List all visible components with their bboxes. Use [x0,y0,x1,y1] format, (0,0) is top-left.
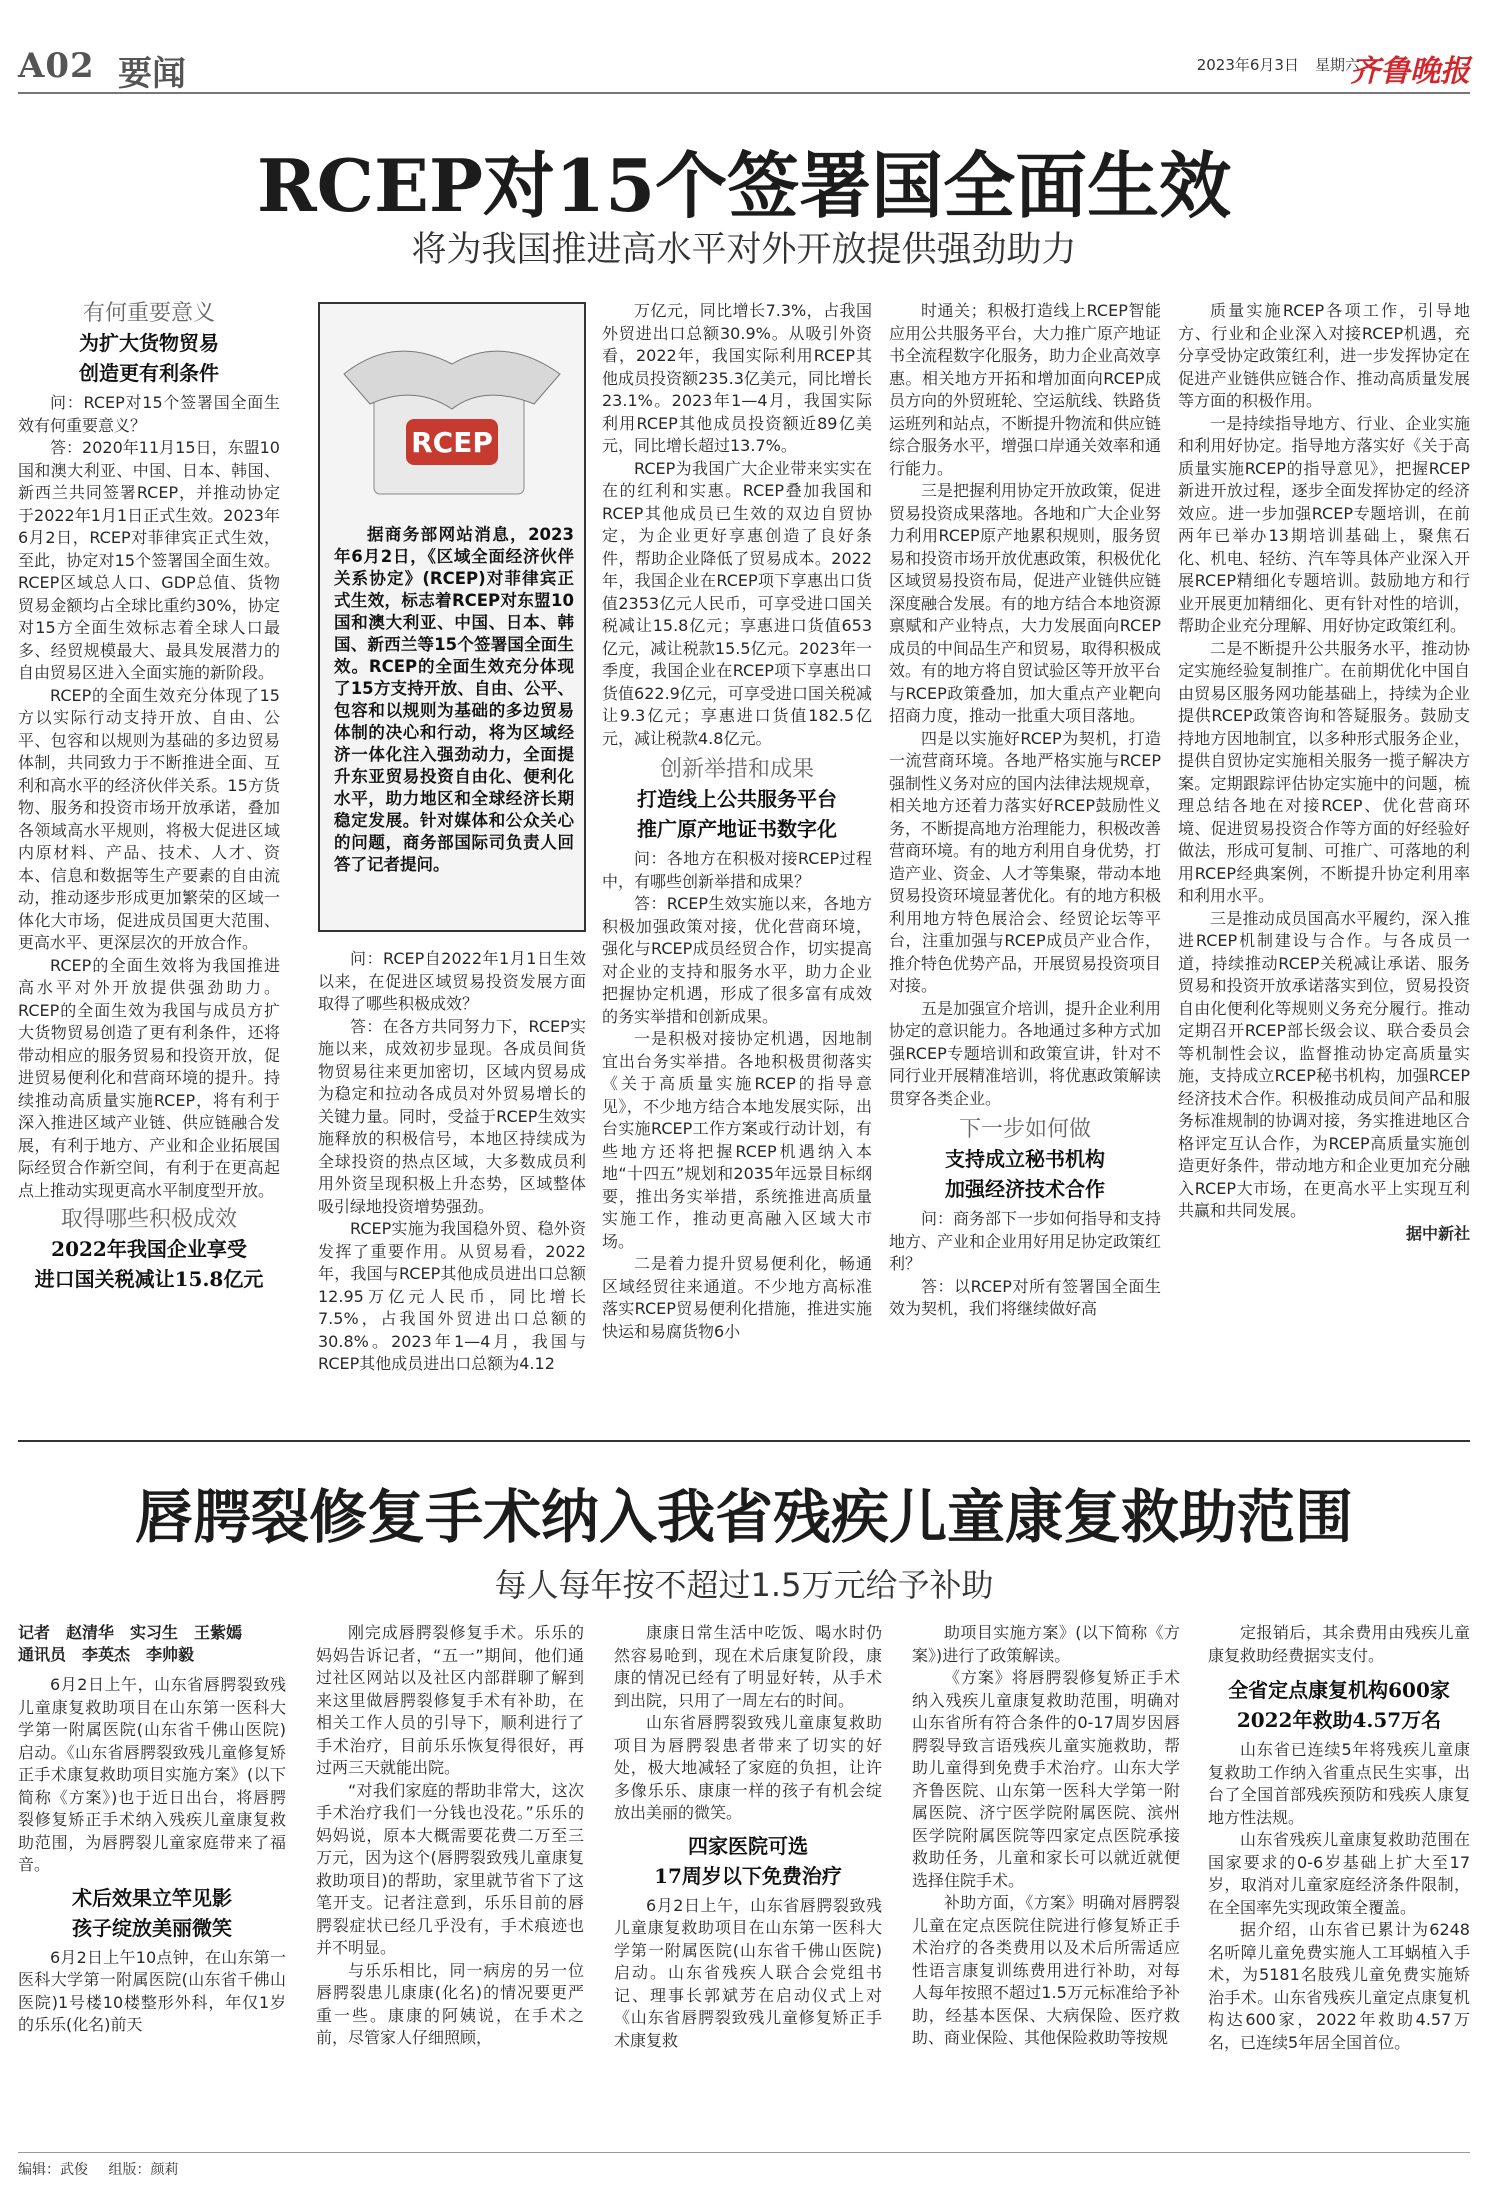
q1-para: RCEP的全面生效将为我国推进高水平对外开放提供强劲助力。RCEP的全面生效为我国与成员方扩大货物贸易创造了更有利条件，还将带动相应的服务贸易和投资开放，促进贸易便利化和营商环境的提升。持续推动高质量实施RCEP，将有利于深入推进区域产业链、供应链融合发展，有利于地方、产业和企业拓展国际经贸合作新空间，有利于在更高起点上推动实现更高水平制度型开放。 [18,955,280,1200]
q2-para: RCEP为我国广大企业带来实实在在的红利和实惠。RCEP叠加我国和RCEP其他成员已生效的双边自贸协定，为企业更好享惠创造了良好条件，帮助企业降低了贸易成本。2022年，我国企业在RCEP项下享惠出口货值2353亿元人民币，可享受进口国关税减让15.8亿元；享惠进口货值653亿元，减让税款15.5亿元。2023年一季度，我国企业在RCEP项下享惠出口货值622.9亿元，可享受进口国关税减让9.3亿元；享惠进口货值182.5亿元，减让税款4.8亿元。 [602,458,872,748]
s2-para: 山东省残疾儿童康复救助范围在国家要求的0-6岁基础上扩大至17岁，取消对儿童家庭经济条件限制，在全国率先实现政策全覆盖。 [1208,1830,1470,1917]
s2-para: 山东省已连续5年将残疾儿童康复救助工作纳入省重点民生实事，出台了全国首部残疾预防和残疾人康复地方性法规。 [1208,1740,1470,1827]
q2-para: RCEP实施为我国稳外贸、稳外资发挥了重要作用。从贸易看，2022年，我国与RCEP其他成员进出口总额12.95万亿元人民币，同比增长7.5%，占我国外贸进出口总额的30.8%。2023年1—4月，我国与RCEP其他成员进出口总额为4.12 [318,1219,586,1373]
q2-para: 问：RCEP自2022年1月1日生效以来，在促进区域贸易投资发展方面取得了哪些积极成效？ [318,949,586,1013]
q4-para: 三是推动成员国高水平履约，深入推进RCEP机制建设与合作。与各成员一道，持续推动RCEP关税减让承诺、服务贸易和投资开放承诺落实到位，贸易投资自由化便利化等规则义务充分履行。推动定期召开RCEP部长级会议、联合委员会等机制性会议，监督推动协定高质量实施，支持成立RCEP秘书机构，加强RCEP经济技术合作。积极推动成员间产品和服务标准规制的协调对接，务实推进地区合格评定互认合作，为RCEP高质量实施创造更好条件，带动地方和企业更加充分融入RCEP大市场，在更高水平上实现互利共赢和共同发展。 [1178,908,1470,1220]
story2-col3 [614,1622,882,2142]
s2-para: 定报销后，其余费用由残疾儿童康复救助经费据实支付。 [1208,1623,1470,1665]
s2-para: 补助方面，《方案》明确对唇腭裂儿童在定点医院住院进行修复矫正手术治疗的各类费用以及术后所需适应性语言康复训练费用进行补助，对每人每年按照不超过1.5万元标准给予补助，经基本医保、大病保险、医疗救助、商业保险、其他保险救助等按规 [912,1893,1180,2047]
q4-para: 问：商务部下一步如何指导和支持地方、产业和企业用好用足协定政策红利？ [889,1209,1161,1273]
story2-headline: 唇腭裂修复手术纳入我省残疾儿童康复救助范围 [134,1483,1353,1551]
q1-para: 答：2020年11月15日，东盟10国和澳大利亚、中国、日本、韩国、新西兰共同签署RCEP，并推动协定于2022年1月1日正式生效。2023年6月2日，RCEP对菲律宾正式生效，至此，协定对15个签署国全面生效。RCEP区域总人口、GDP总值、货物贸易金额均占全球比重约30%，协定对15方全面生效标志着全球人口最多、经贸规模最大、最具发展潜力的自由贸易区进入全面实施的新阶段。 [18,438,280,682]
q4-para: 一是持续指导地方、行业、企业实施和利用好协定。指导地方落实好《关于高质量实施RCEP的指导意见》，把握RCEP新进开放过程，逐步全面发挥协定的经济效应。进一步加强RCEP专题培训，在前两年已举办13期培训基础上，聚焦石化、机电、轻纺、汽车等具体产业深入开展RCEP精细化专题培训。鼓励地方和行业开展更加精细化、更有针对性的培训，帮助企业充分理解、用好协定政策红利。 [1178,413,1470,635]
byline-reporters: 记者 赵清华 实习生 王紫嫣 [18,1623,243,1642]
issue-date [1181,54,1360,75]
q3-title1: 打造线上公共服务平台 [637,787,837,811]
q3-para: 问：各地方在积极对接RCEP过程中，有哪些创新举措和成果？ [602,849,872,891]
q2-para: 万亿元，同比增长7.3%，占我国外贸进出口总额30.9%。从吸引外资看，2022年，我国实际利用RCEP其他成员投资额235.3亿美元，同比增长23.1%。2023年1—4月，我国实际利用RCEP其他成员投资额近89亿美元，同比增长超过13.7%。 [602,301,872,455]
page-number: A02 [18,46,95,86]
story1-headline: RCEP对15个签署国全面生效 [256,143,1232,228]
q3-para: 时通关；积极打造线上RCEP智能应用公共服务平台，大力推广原产地证书全流程数字化服务，助力企业高效享惠。相关地方开拓和增加面向RCEP成员方向的外贸班轮、空运航线、铁路货运班列和站点，不断提升物流和供应链综合服务水平，增强口岸通关效率和通行能力。 [889,301,1161,478]
s2-sub2-title2: 17周岁以下免费治疗 [654,1863,842,1888]
story1-subhead: 将为我国推进高水平对外开放提供强劲助力 [411,230,1077,270]
q4-title1: 支持成立秘书机构 [945,1147,1105,1171]
story2-subhead: 每人每年按不超过1.5万元给予补助 [494,1566,994,1604]
s2-para: 据介绍，山东省已累计为6248名听障儿童免费实施人工耳蜗植入手术，为5181名肢残儿童免费实施矫治手术。山东省残疾儿童定点康复机构达600家，2022年救助4.57万名，已连续5年居全国首位。 [1208,1920,1470,2052]
story1-col1 [18,300,280,1430]
q4-title2: 加强经济技术合作 [945,1177,1105,1201]
weekday: 星期六 [1314,56,1360,74]
date: 2023年6月3日 [1196,56,1299,74]
story2-col2 [316,1622,584,2142]
story2-col1 [18,1622,286,2142]
q3-para: 一是积极对接协定机遇，因地制宜出台务实举措。各地积极贯彻落实《关于高质量实施RCEP的指导意见》，不少地方结合本地发展实际，出台实施RCEP工作方案或行动计划，有些地方还将把握RCEP机遇纳入本地“十四五”规划和2035年远景目标纲要，推出务实举措，系统推进高质量实施工作，推动更高融入区域大市场。 [602,1029,872,1251]
page-footer [18,2152,1470,2179]
section-name: 要闻 [118,54,186,94]
q3-para: 三是把握利用协定开放政策，促进贸易投资成果落地。各地和广大企业努力利用RCEP原产地累积规则，服务贸易和投资市场开放优惠政策，积极优化区域贸易投资布局，促进产业链供应链深度融合发展。有的地方结合本地资源禀赋和产业特点，大力发展面向RCEP成员的中间品生产和贸易，取得积极成效。有的地方将自贸试验区等开放平台与RCEP政策叠加，加大重点产业靶向招商力度，推动一批重大项目落地。 [889,481,1161,725]
s2-sub1-title1: 术后效果立竿见影 [72,1885,232,1910]
story1-col3 [602,300,872,1430]
q2-para: 答：在各方共同努力下，RCEP实施以来，成效初步显现。各成员间货物贸易往来更加密切，区域内贸易成为稳定和拉动各成员对外贸易增长的关键力量。同时，受益于RCEP生效实施释放的积极信号，本地区持续成为全球投资的热点区域，大多数成员利用外资呈现积极上升态势，区域整体吸引绿地投资增势强劲。 [318,1016,586,1216]
byline-correspondents: 通讯员 李英杰 李帅毅 [18,1645,195,1664]
s2-para: 与乐乐相比，同一病房的另一位唇腭裂患儿康康(化名)的情况要更严重一些。康康的阿姨说，在手术之前，尽管家人仔细照顾， [316,1960,584,2047]
story2-col5 [1208,1622,1470,2142]
q3-para: 答：RCEP生效实施以来，各地方积极加强政策对接，优化营商环境，强化与RCEP成员经贸合作，切实提高对企业的支持和服务水平，助力企业把握协定机遇，形成了很多富有成效的务实举措和创新成果。 [602,894,872,1026]
story1-col5 [1178,300,1470,1430]
story2-col4 [912,1622,1180,2142]
q4-kicker: 下一步如何做 [958,1117,1091,1142]
s2-para: 6月2日上午10点钟，在山东第一医科大学第一附属医院(山东省千佛山医院)1号楼10楼整形外科，年仅1岁的乐乐(化名)前天 [18,1947,286,2034]
rcep-handshake-illustration [334,314,570,510]
q2-kicker: 取得哪些积极成效 [60,1207,237,1232]
page-header [18,46,1470,94]
q3-para: 五是加强宣介培训，提升企业利用协定的意识能力。各地通过多种方式加强RCEP专题培训和政策宣讲，针对不同行业开展精准培训，将优惠政策解读贯穿各类企业。 [889,998,1161,1108]
q3-para: 二是着力提升贸易便利化，畅通区域经贸往来通道。不少地方高标准落实RCEP贸易便利化措施，推进实施快运和易腐货物6小 [602,1254,872,1341]
s2-sub3-title1: 全省定点康复机构600家 [1228,1678,1450,1702]
s2-para: 6月2日上午，山东省唇腭裂致残儿童康复救助项目在山东第一医科大学第一附属医院(山东省千佛山医院)启动。山东省残疾人联合会党组书记、理事长郭斌芳在启动仪式上对《山东省唇腭裂致残儿童修复矫正手术康复救 [614,1895,882,2050]
s2-para: 山东省唇腭裂致残儿童康复救助项目为唇腭裂患者带来了切实的好处，极大地减轻了家庭的负担，让许多像乐乐、康康一样的孩子有机会绽放出美丽的微笑。 [614,1713,882,1822]
lead-text: 据商务部网站消息，2023年6月2日，《区域全面经济伙伴关系协定》(RCEP)对菲律宾正式生效，标志着RCEP对东盟10国和澳大利亚、中国、日本、韩国、新西兰等15个签署国全面生效。RCEP的全面生效充分体现了15方支持开放、自由、公平、包容和以规则为基础的多边贸易体制的决心和行动，将为区域经济一体化注入强劲动力，全面提升东亚贸易投资自由化、便利化水平，助力地区和全球经济长期稳定发展。针对媒体和公众关心的问题，商务部国际司负责人回答了记者提问。 [334,525,574,874]
s2-para: 《方案》将唇腭裂修复矫正手术纳入残疾儿童康复救助范围，明确对山东省所有符合条件的0-17周岁因唇腭裂导致言语残疾儿童实施救助，帮助儿童得到免费手术治疗。山东大学齐鲁医院、山东第一医科大学第一附属医院、济宁医学院附属医院、滨州医学院附属医院等四家定点医院承接救助任务，儿童和家长可以就近就便选择住院手术。 [912,1668,1180,1890]
s2-para: 刚完成唇腭裂修复手术。乐乐的妈妈告诉记者，“五一”期间，他们通过社区网站以及社区内部群聊了解到来这里做唇腭裂修复手术有补助，在相关工作人员的引导下，顺利进行了手术治疗，目前乐乐恢复得很好，再过两三天就能出院。 [316,1623,584,1777]
s2-sub1-title2: 孩子绽放美丽微笑 [72,1915,232,1940]
s2-sub3-title2: 2022年救助4.57万名 [1236,1708,1442,1732]
newspaper-logo: 齐鲁晚报 [1350,54,1470,89]
q3-para: 四是以实施好RCEP为契机，打造一流营商环境。各地严格实施与RCEP强制性义务对应的国内法律法规规章，相关地方还着力落实好RCEP鼓励性义务，不断提高地方治理能力，积极改善营商环境。有的地方利用自身优势，打造产业、资金、人才等集聚，带动本地贸易投资环境显著优化。有的地方积极利用地方特色展洽会、经贸论坛等平台，注重加强与RCEP成员产业合作，推介特色优势产品，开展贸易投资项目对接。 [889,728,1161,995]
q1-para: 问：RCEP对15个签署国全面生效有何重要意义？ [18,393,280,435]
q1-title1: 为扩大货物贸易 [79,331,219,355]
lead-box [318,302,586,932]
s2-para: 6月2日上午，山东省唇腭裂致残儿童康复救助项目在山东第一医科大学第一附属医院(山东省千佛山医院)启动。《山东省唇腭裂致残儿童修复矫正手术康复救助项目实施方案》(以下简称《方案》)也于近日出台，将唇腭裂修复矫正手术纳入残疾儿童康复救助范围，为唇腭裂儿童家庭带来了福音。 [18,1675,286,1874]
svg-text:RCEP: RCEP [411,426,493,459]
s2-para: 助项目实施方案》(以下简称《方案》)进行了政策解读。 [912,1623,1180,1665]
q4-para: 质量实施RCEP各项工作，引导地方、行业和企业深入对接RCEP机遇，充分享受协定政策红利，进一步发挥协定在促进产业链供应链合作、推动高质量发展等方面的积极作用。 [1178,301,1470,410]
q1-title2: 创造更有利条件 [79,361,219,385]
q4-para: 答：以RCEP对所有签署国全面生效为契机，我们将继续做好高 [889,1276,1161,1318]
q2-title2: 进口国关税减让15.8亿元 [34,1267,264,1291]
story1-col2 [318,948,586,1430]
story-divider [18,1440,1470,1442]
s2-para: 康康日常生活中吃饭、喝水时仍然容易呛到，现在术后康复阶段，康康的情况已经有了明显好转，从手术到出院，只用了一周左右的时间。 [614,1623,882,1710]
q2-title1: 2022年我国企业享受 [51,1237,247,1261]
q4-para: 二是不断提升公共服务水平，推动协定实施经验复制推广。在前期优化中国自由贸易区服务网功能基础上，持续为企业提供RCEP政策咨询和答疑服务。鼓励支持地方因地制宜，以多种形式服务企业，提供自贸协定实施相关服务一揽子解决方案。定期跟踪评估协定实施中的问题，梳理总结各地在对接RCEP、优化营商环境、促进贸易投资合作等方面的好经验好做法，形成可复制、可推广、可落地的利用RCEP经典案例，不断提升协定利用率和利用水平。 [1178,638,1470,905]
news-credit: 据中新社 [1405,1223,1470,1243]
s2-sub2-title1: 四家医院可选 [688,1833,808,1858]
q1-para: RCEP的全面生效充分体现了15方以实际行动支持开放、自由、公平、包容和以规则为基础的多边贸易体制，共同致力于不断推进全面、互利和高水平的经济伙伴关系。15方货物、服务和投资市场开放承诺，叠加各领域高水平规则，将极大促进区域内原材料、产品、技术、人才、资本、信息和数据等生产要素的自由流动，推动逐步形成更加繁荣的区域一体化大市场，促进成员国更大范围、更高水平、更深层次的开放合作。 [18,685,280,952]
designer: 组版：颜莉 [108,2162,179,2178]
story1-col4 [889,300,1161,1430]
q3-kicker: 创新举措和成果 [659,757,814,782]
s2-para: “对我们家庭的帮助非常大，这次手术治疗我们一分钱也没花。”乐乐的妈妈说，原本大概需要花费二万至三万元，因为这个(唇腭裂致残儿童康复救助项目)的帮助，家里就节省下了这笔开支。记者注意到，乐乐目前的唇腭裂症状已经几乎没有，手术痕迹也并不明显。 [316,1780,584,1957]
editor: 编辑：武俊 [18,2162,88,2178]
q1-kicker: 有何重要意义 [82,301,215,326]
q3-title2: 推广原产地证书数字化 [637,817,837,841]
